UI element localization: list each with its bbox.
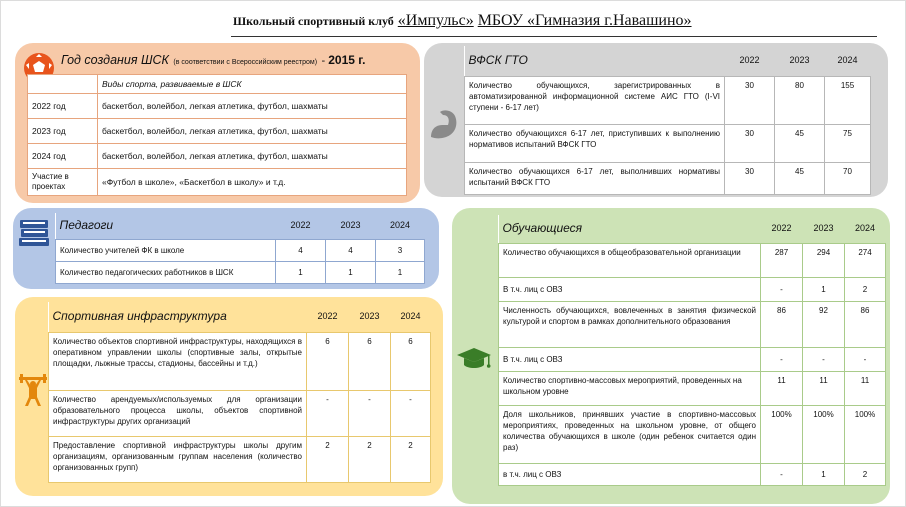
value-2022: 11	[761, 371, 803, 405]
value-2023: 6	[349, 332, 391, 390]
row-label: Количество учителей ФК в школе	[56, 239, 276, 261]
value-2024: 100%	[845, 405, 886, 463]
table-row	[49, 332, 431, 390]
table-row	[56, 261, 425, 283]
row-value: «Футбол в школе», «Баскетбол в школу» и т.д.	[98, 169, 407, 196]
value-2024: 3	[376, 239, 425, 261]
value-2022: 30	[725, 162, 775, 194]
teachers-table	[55, 213, 425, 284]
value-2024: 155	[825, 76, 871, 124]
value-2023: -	[803, 347, 845, 371]
value-2024: 2	[845, 463, 886, 485]
value-2023: 45	[775, 162, 825, 194]
value-2023: 1	[326, 261, 376, 283]
row-label: Количество объектов спортивной инфраструктуры, находящихся в оперативном управлении школы (спортивные залы, открытые площадки, лыжные трассы, стадионы, бассейны и т.д.)	[49, 332, 307, 390]
year-2023: 2023	[803, 215, 845, 243]
year-2022: 2022	[276, 213, 326, 239]
sports-header-row	[28, 75, 407, 94]
value-2023: 294	[803, 243, 845, 277]
value-2022: 2	[307, 436, 349, 482]
table-row	[56, 239, 425, 261]
table-row	[28, 94, 407, 119]
teachers-panel	[13, 208, 439, 289]
value-2022: 6	[307, 332, 349, 390]
value-2023: -	[349, 390, 391, 436]
value-2024: 2	[391, 436, 431, 482]
graduation-cap-icon	[456, 346, 492, 372]
row-label: Участие в проектах	[28, 169, 98, 196]
title-lead: Школьный спортивный клуб	[233, 14, 394, 28]
weightlifter-icon	[18, 373, 48, 407]
value-2023: 4	[326, 239, 376, 261]
founded-label: Год создания ШСК	[61, 53, 169, 67]
year-2024: 2024	[845, 215, 886, 243]
title-school: МБОУ «Гимназия г.Навашино»	[477, 12, 692, 29]
title-club: «Импульс»	[397, 12, 474, 29]
table-row	[28, 144, 407, 169]
value-2022: -	[761, 277, 803, 301]
founded-panel	[15, 43, 420, 203]
sports-header: Виды спорта, развиваемые в ШСК	[98, 75, 407, 94]
table-row	[49, 390, 431, 436]
row-label: Количество педагогических работников в ШСК	[56, 261, 276, 283]
row-label: Численность обучающихся, вовлеченных в занятия физической культурой и спортом в рамках дополнительного образования	[499, 301, 761, 347]
table-row	[465, 162, 871, 194]
infrastructure-panel	[15, 297, 443, 496]
page-title	[233, 12, 692, 30]
value-2023: 1	[803, 277, 845, 301]
value-2024: 6	[391, 332, 431, 390]
value-2023: 45	[775, 124, 825, 162]
value-2024: 75	[825, 124, 871, 162]
value-2023: 11	[803, 371, 845, 405]
value-2024: 1	[376, 261, 425, 283]
row-value: баскетбол, волейбол, легкая атлетика, футбол, шахматы	[98, 144, 407, 169]
value-2023: 2	[349, 436, 391, 482]
table-row	[499, 277, 886, 301]
value-2023: 1	[803, 463, 845, 485]
value-2023: 80	[775, 76, 825, 124]
table-row	[28, 119, 407, 144]
row-value: баскетбол, волейбол, легкая атлетика, футбол, шахматы	[98, 94, 407, 119]
students-header-row	[499, 215, 886, 243]
year-2024: 2024	[391, 302, 431, 332]
title-underline	[231, 36, 877, 37]
row-label: Предоставление спортивной инфраструктуры школы другим организациям, организованным группам населения (количество организованных групп)	[49, 436, 307, 482]
table-row	[499, 301, 886, 347]
teachers-header-row	[56, 213, 425, 239]
year-2022: 2022	[725, 46, 775, 76]
row-label: Количество обучающихся в общеобразовательной организации	[499, 243, 761, 277]
gto-table	[464, 46, 871, 195]
year-2023: 2023	[326, 213, 376, 239]
students-panel	[452, 208, 890, 504]
founded-year: 2015 г.	[328, 53, 366, 67]
value-2024: 2	[845, 277, 886, 301]
year-2023: 2023	[349, 302, 391, 332]
sports-table	[27, 74, 407, 196]
value-2023: 92	[803, 301, 845, 347]
table-row	[28, 169, 407, 196]
row-value: баскетбол, волейбол, легкая атлетика, футбол, шахматы	[98, 119, 407, 144]
flexed-arm-icon	[428, 107, 462, 141]
value-2024: 11	[845, 371, 886, 405]
value-2023: 100%	[803, 405, 845, 463]
infrastructure-header-row	[49, 302, 431, 332]
value-2022: 30	[725, 124, 775, 162]
gto-header-row	[465, 46, 871, 76]
table-row	[499, 371, 886, 405]
row-label: 2022 год	[28, 94, 98, 119]
year-2024: 2024	[376, 213, 425, 239]
row-label: 2024 год	[28, 144, 98, 169]
year-2023: 2023	[775, 46, 825, 76]
students-table	[498, 215, 886, 486]
row-label: Количество обучающихся, зарегистрированных в автоматизированной информационной системе АИС ГТО (I-VI ступени - 6-17 лет)	[465, 76, 725, 124]
sports-header-blank	[28, 75, 98, 94]
teachers-title: Педагоги	[56, 213, 276, 239]
row-label: В т.ч. лиц с ОВЗ	[499, 347, 761, 371]
table-row	[499, 347, 886, 371]
value-2024: -	[845, 347, 886, 371]
row-label: в т.ч. лиц с ОВЗ	[499, 463, 761, 485]
table-row	[465, 124, 871, 162]
value-2024: 86	[845, 301, 886, 347]
value-2022: 100%	[761, 405, 803, 463]
value-2024: 274	[845, 243, 886, 277]
row-label: Количество спортивно-массовых мероприятий, проведенных на школьном уровне	[499, 371, 761, 405]
founded-dash: -	[321, 55, 329, 67]
value-2022: 4	[276, 239, 326, 261]
value-2022: 86	[761, 301, 803, 347]
table-row	[465, 76, 871, 124]
row-label: Количество арендуемых/используемых для организации образовательного процесса школы, объектов спортивной инфраструктуры других организаций	[49, 390, 307, 436]
table-row	[49, 436, 431, 482]
row-label: 2023 год	[28, 119, 98, 144]
value-2024: -	[391, 390, 431, 436]
students-title: Обучающиеся	[499, 215, 761, 243]
year-2022: 2022	[761, 215, 803, 243]
value-2022: -	[761, 463, 803, 485]
year-2024: 2024	[825, 46, 871, 76]
gto-title: ВФСК ГТО	[465, 46, 725, 76]
table-row	[499, 243, 886, 277]
founded-note: (в соответствии с Всероссийским реестром)	[173, 59, 318, 66]
row-label: Количество обучающихся 6-17 лет, приступивших к выполнению нормативов испытаний ВФСК ГТО	[465, 124, 725, 162]
value-2022: -	[307, 390, 349, 436]
value-2022: 287	[761, 243, 803, 277]
infrastructure-table	[48, 302, 431, 483]
value-2022: 1	[276, 261, 326, 283]
value-2022: -	[761, 347, 803, 371]
row-label: В т.ч. лиц с ОВЗ	[499, 277, 761, 301]
table-row	[499, 405, 886, 463]
value-2024: 70	[825, 162, 871, 194]
infrastructure-title: Спортивная инфраструктура	[49, 302, 307, 332]
founded-heading	[61, 51, 365, 69]
value-2022: 30	[725, 76, 775, 124]
gto-panel	[424, 43, 888, 197]
table-row	[499, 463, 886, 485]
books-icon	[17, 218, 51, 248]
row-label: Доля школьников, принявших участие в спортивно-массовых мероприятиях, проведенных на школьном уровне, от общего количества обучающихся в школе (один ребенок считается один раз)	[499, 405, 761, 463]
year-2022: 2022	[307, 302, 349, 332]
row-label: Количество обучающихся 6-17 лет, выполнивших нормативы испытаний ВФСК ГТО	[465, 162, 725, 194]
